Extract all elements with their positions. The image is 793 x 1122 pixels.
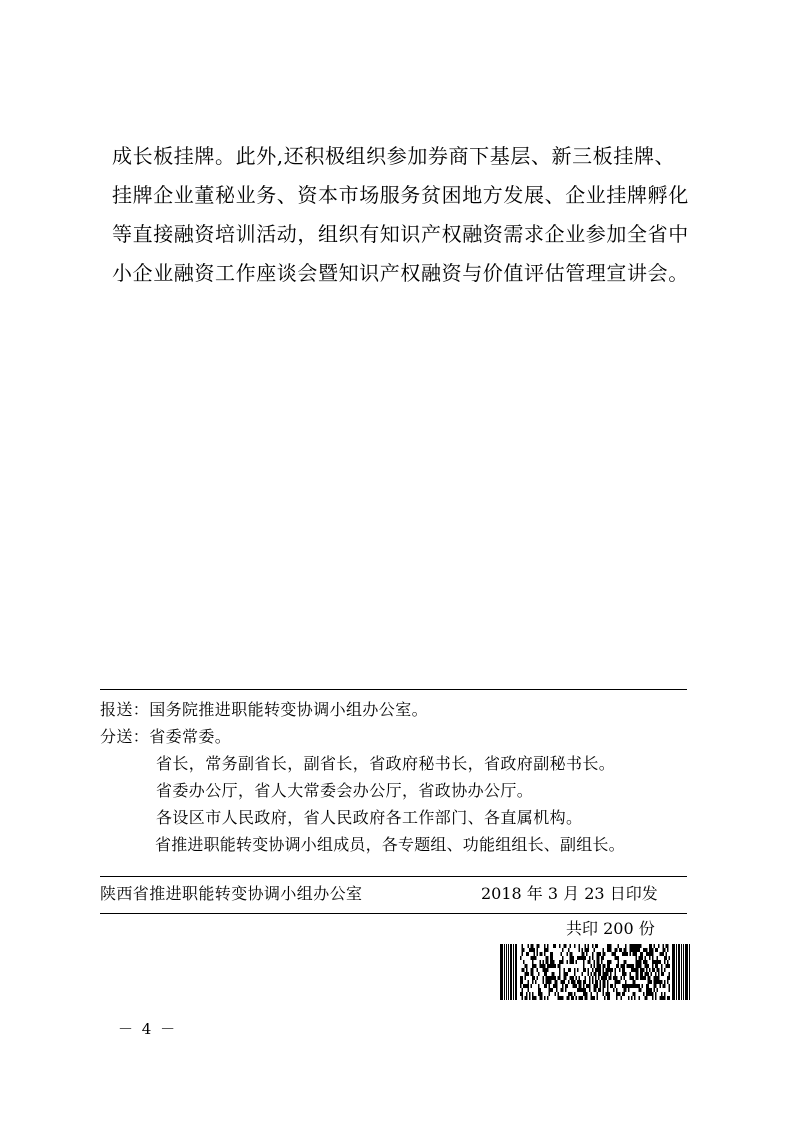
barcode-icon: [500, 944, 690, 1000]
copies-count: 共印 200 份: [566, 919, 655, 938]
page-number: － 4 －: [118, 1020, 178, 1038]
footer-rule: [100, 913, 687, 914]
distribution-top-rule: [100, 689, 687, 690]
print-date: 2018 年 3 月 23 日印发: [481, 884, 658, 903]
distribution-bottom-rule: [100, 876, 687, 877]
body-line: 等直接融资培训活动，组织有知识产权融资需求企业参加全省中: [112, 222, 689, 246]
recipient-line: 省推进职能转变协调小组成员，各专题组、功能组组长、副组长。: [155, 835, 625, 854]
body-line: 成长板挂牌。此外,还积极组织参加券商下基层、新三板挂牌、: [112, 144, 676, 168]
body-line: 挂牌企业董秘业务、资本市场服务贫困地方发展、企业挂牌孵化: [112, 183, 689, 207]
recipient-line: 省长，常务副省长，副省长，省政府秘书长，省政府副秘书长。: [156, 754, 616, 773]
body-paragraph: [112, 137, 712, 293]
body-line: 小企业融资工作座谈会暨知识产权融资与价值评估管理宣讲会。: [112, 261, 689, 285]
issuer-name: 陕西省推进职能转变协调小组办公室: [100, 884, 363, 903]
recipient-line: 省委办公厅，省人大常委会办公厅，省政协办公厅。: [156, 781, 534, 800]
send-to-line: 分送：省委常委。: [100, 727, 232, 746]
distribution-block: [100, 696, 690, 858]
report-to-line: 报送：国务院推进职能转变协调小组办公室。: [100, 700, 429, 719]
recipient-line: 各设区市人民政府，省人民政府各工作部门、各直属机构。: [156, 808, 583, 827]
